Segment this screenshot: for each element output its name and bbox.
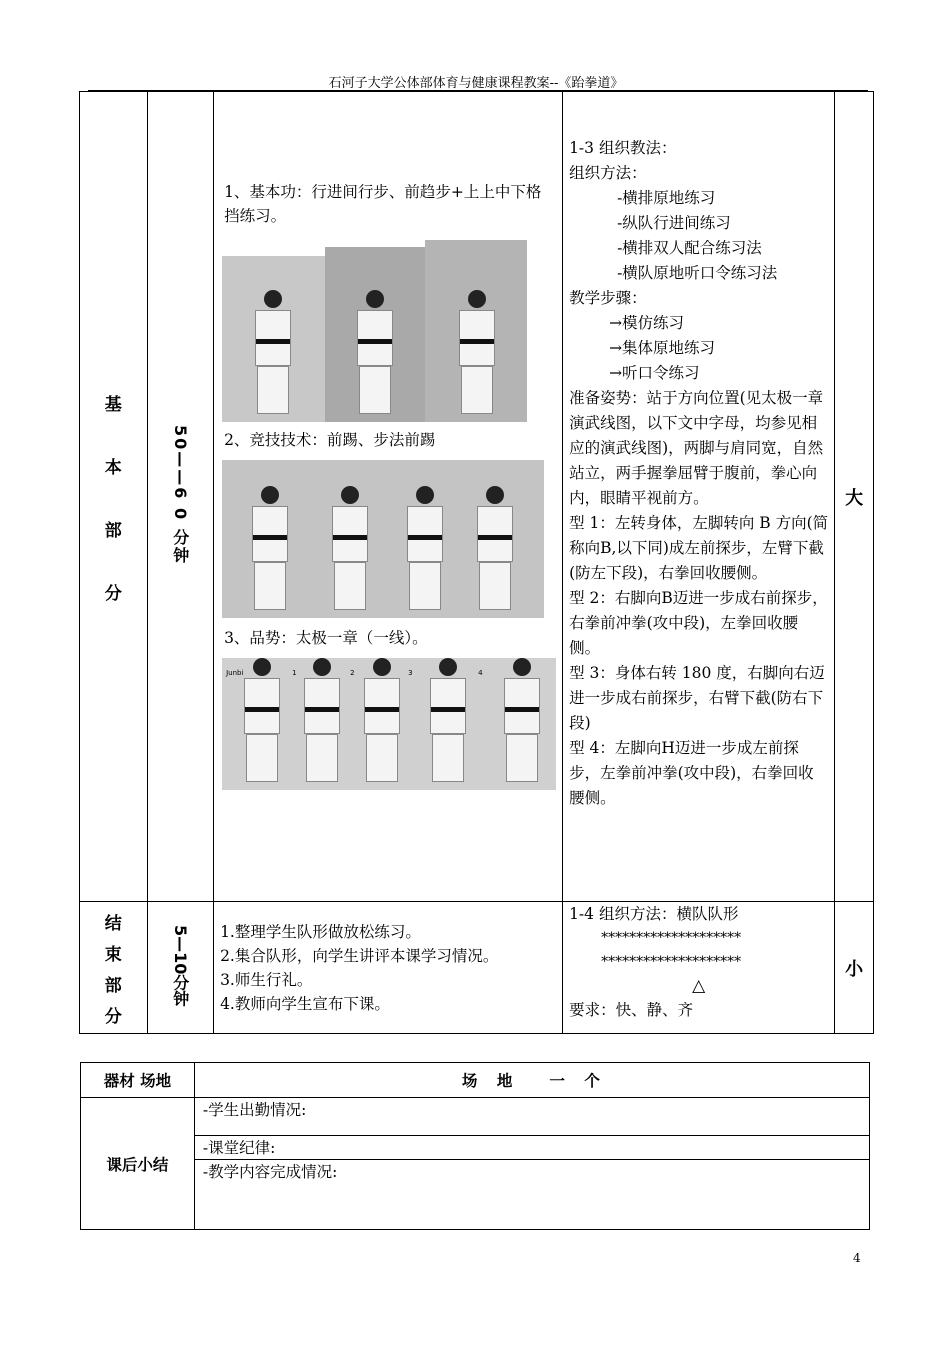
main-section-name bbox=[80, 92, 148, 902]
photo-kick-sequence bbox=[222, 460, 544, 618]
main-section-content bbox=[214, 92, 563, 902]
form-3: 型 3：身体右转 180 度，右脚向右迈进一步成右前探步，右臂下截(防右下段) bbox=[569, 664, 825, 732]
main-section-method bbox=[563, 92, 835, 902]
summary-row bbox=[81, 1136, 870, 1160]
photo-label: 3 bbox=[408, 669, 413, 677]
photo-basic-2 bbox=[325, 247, 425, 422]
equipment-value: 场 地 一 个 bbox=[194, 1063, 869, 1098]
prep-stance: 准备姿势：站于方向位置(见太极一章演武线图，以下文中字母，均参见相应的演武线图)，两脚与肩同宽，自然站立，两手握拳屈臂于腹前，拳心向内，眼睛平视前方。 bbox=[569, 389, 824, 507]
photo-label: 4 bbox=[478, 669, 483, 677]
org-item: -横队原地听口令练习法 bbox=[617, 264, 778, 282]
section-char: 部 bbox=[104, 975, 122, 996]
main-section-row bbox=[80, 92, 874, 902]
content-item-3: 3、品势：太极一章（一线）。 bbox=[224, 629, 428, 647]
form-4: 型 4：左脚向H迈进一步成左前探步，左拳前冲拳(攻中段)，右拳回收腰侧。 bbox=[569, 739, 814, 807]
org-item: -纵队行进间练习 bbox=[617, 214, 731, 232]
end-section-time bbox=[147, 902, 214, 1034]
end-item: 3.师生行礼。 bbox=[220, 970, 313, 989]
summary-row bbox=[81, 1098, 870, 1136]
page-header: 石河子大学公体部体育与健康课程教案--《跆拳道》 bbox=[328, 76, 624, 91]
section-char: 结 bbox=[104, 913, 122, 934]
content-item-2: 2、竞技技术：前踢、步法前踢 bbox=[224, 431, 436, 449]
page-number: 4 bbox=[853, 1251, 861, 1265]
summary-discipline: -课堂纪律: bbox=[194, 1136, 869, 1160]
section-char: 部 bbox=[104, 520, 122, 541]
step-item: →模仿练习 bbox=[609, 314, 685, 332]
equipment-label: 器材 场地 bbox=[81, 1063, 195, 1098]
org-item: -横排双人配合练习法 bbox=[617, 239, 762, 257]
summary-table bbox=[80, 1062, 870, 1230]
lesson-plan-table bbox=[79, 91, 874, 1034]
end-method-title: 1-4 组织方法：横队队形 bbox=[569, 905, 739, 923]
form-2: 型 2：右脚向B迈进一步成右前探步，右拳前冲拳(攻中段)，左拳回收腰侧。 bbox=[569, 589, 828, 657]
org-label: 组织方法： bbox=[569, 164, 647, 182]
formation-row: ******************** bbox=[601, 954, 742, 970]
summary-completion: -教学内容完成情况: bbox=[194, 1160, 869, 1230]
photo-label: 2 bbox=[350, 669, 355, 677]
method-title: 1-3 组织教法： bbox=[569, 139, 677, 157]
end-requirement: 要求：快、静、齐 bbox=[569, 1001, 694, 1019]
time-text: 50——6 0 分钟 bbox=[170, 424, 190, 565]
end-item: 4.教师向学生宣布下课。 bbox=[220, 994, 390, 1013]
content-item-1: 1、基本功：行进间行步、前趋步+上上中下格挡练习。 bbox=[224, 183, 542, 225]
end-section-content bbox=[214, 902, 563, 1034]
section-char: 分 bbox=[104, 1006, 122, 1027]
main-section-time bbox=[147, 92, 214, 902]
summary-attendance: -学生出勤情况: bbox=[194, 1098, 869, 1136]
end-item: 2.集合队形，向学生讲评本课学习情况。 bbox=[220, 946, 499, 965]
end-section-name bbox=[80, 902, 148, 1034]
time-text: 5—10分钟 bbox=[170, 924, 190, 1007]
main-intensity: 大 bbox=[835, 92, 874, 902]
equipment-row bbox=[81, 1063, 870, 1098]
end-section-row bbox=[80, 902, 874, 1034]
form-1: 型 1：左转身体，左脚转向 B 方向(简称向B,以下同)成左前探步，左臂下截(防左下段)，右拳回收腰侧。 bbox=[569, 514, 829, 582]
end-section-method bbox=[563, 902, 835, 1034]
steps-label: 教学步骤： bbox=[569, 289, 647, 307]
photo-label: 1 bbox=[292, 669, 297, 677]
photo-poomsae bbox=[222, 658, 556, 790]
end-intensity: 小 bbox=[835, 902, 874, 1034]
photo-row-1 bbox=[222, 240, 556, 422]
org-item: -横排原地练习 bbox=[617, 189, 716, 207]
formation-row: ******************** bbox=[601, 930, 742, 946]
section-char: 分 bbox=[104, 583, 122, 604]
summary-row bbox=[81, 1160, 870, 1230]
summary-label: 课后小结 bbox=[81, 1098, 195, 1230]
step-item: →集体原地练习 bbox=[609, 339, 716, 357]
photo-basic-1 bbox=[222, 256, 325, 422]
section-char: 束 bbox=[104, 944, 122, 965]
end-item: 1.整理学生队形做放松练习。 bbox=[220, 922, 421, 941]
section-char: 本 bbox=[104, 457, 122, 478]
step-item: →听口令练习 bbox=[609, 364, 700, 382]
photo-label: Junbi bbox=[226, 669, 244, 677]
photo-basic-3 bbox=[425, 240, 527, 422]
teacher-marker: △ bbox=[692, 976, 706, 996]
section-char: 基 bbox=[104, 394, 122, 415]
